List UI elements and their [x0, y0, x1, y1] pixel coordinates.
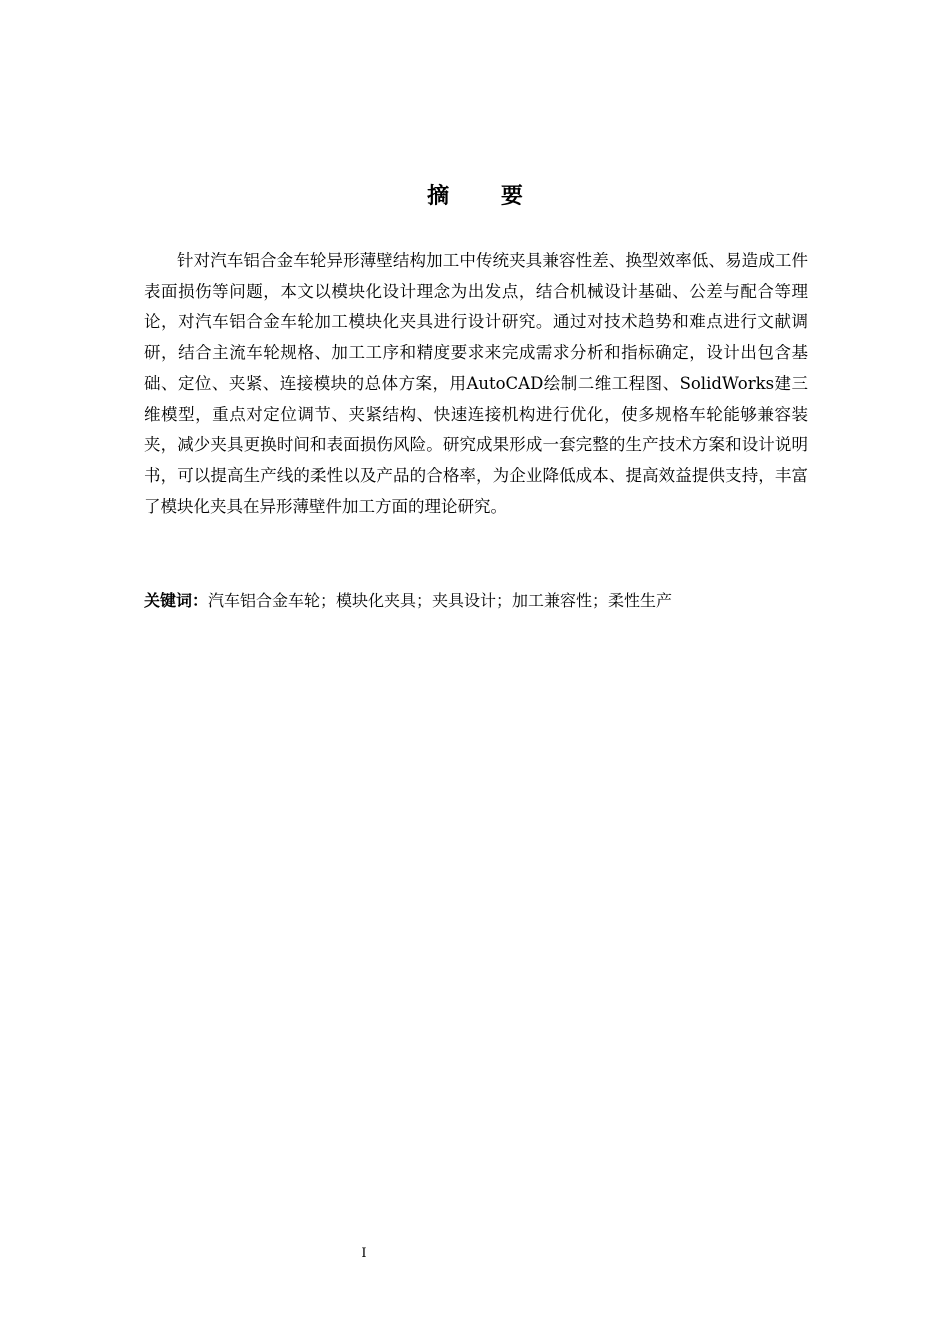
page-number: I [361, 1246, 367, 1261]
keywords-label: 关键词： [144, 591, 209, 610]
abstract-body: 针对汽车铝合金车轮异形薄壁结构加工中传统夹具兼容性差、换型效率低、易造成工件表面损伤等问题，本文以模块化设计理念为出发点，结合机械设计基础、公差与配合等理论，对汽车铝合金车轮加工模块化夹具进行设计研究。通过对技术趋势和难点进行文献调研，结合主流车轮规格、加工工序和精度要求来完成需求分析和指标确定，设计出包含基础、定位、夹紧、连接模块的总体方案，用AutoCAD绘制二维工程图、SolidWorks建三维模型，重点对定位调节、夹紧结构、快速连接机构进行优化，使多规格车轮能够兼容装夹，减少夹具更换时间和表面损伤风险。研究成果形成一套完整的生产技术方案和设计说明书，可以提高生产线的柔性以及产品的合格率，为企业降低成本、提高效益提供支持，丰富了模块化夹具在异形薄壁件加工方面的理论研究。 [144, 251, 808, 516]
abstract-title: 摘 要 [427, 184, 545, 209]
keywords-line [144, 587, 808, 615]
keywords-list: 汽车铝合金车轮；模块化夹具；夹具设计；加工兼容性；柔性生产 [208, 591, 673, 610]
